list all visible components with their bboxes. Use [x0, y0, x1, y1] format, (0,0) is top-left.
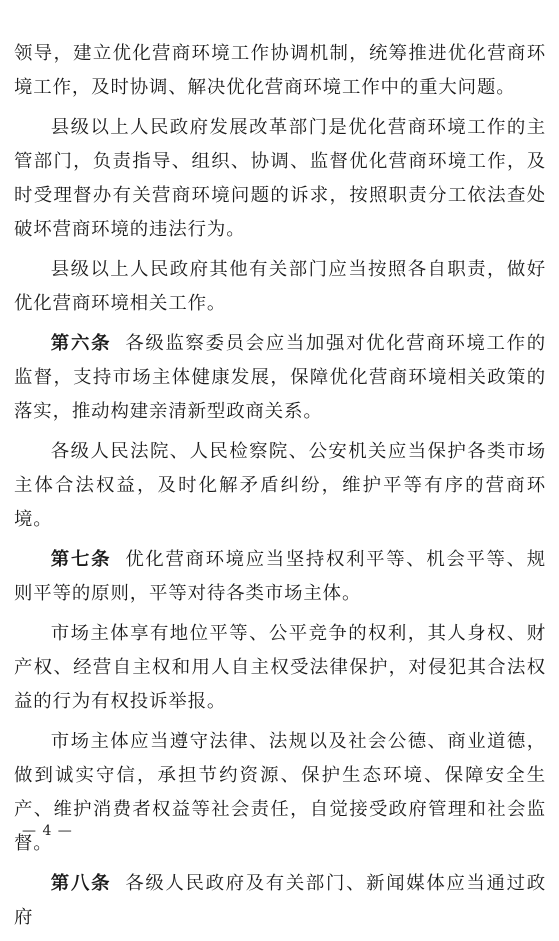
- paragraph-text: 各级人民政府及有关部门、新闻媒体应当通过政府: [14, 873, 546, 928]
- page-number: — 4 —: [22, 823, 73, 839]
- paragraph: [14, 617, 546, 719]
- paragraph: [14, 435, 546, 537]
- paragraph-text: 优化营商环境应当坚持权利平等、机会平等、规则平等的原则，平等对待各类市场主体。: [14, 549, 546, 604]
- paragraph-text: 县级以上人民政府发展改革部门是优化营商环境工作的主管部门，负责指导、组织、协调、监督优化营商环境工作，及时受理督办有关营商环境问题的诉求，按照职责分工依法查处破坏营商环境的违法行为。: [14, 117, 546, 240]
- paragraph: [14, 725, 546, 861]
- paragraph: [14, 111, 546, 247]
- paragraph-text: 各级监察委员会应当加强对优化营商环境工作的监督，支持市场主体健康发展，保障优化营商环境相关政策的落实，推动构建亲清新型政商关系。: [14, 333, 546, 422]
- paragraph: [14, 253, 546, 321]
- paragraph-text: 各级人民法院、人民检察院、公安机关应当保护各类市场主体合法权益，及时化解矛盾纠纷，维护平等有序的营商环境。: [14, 441, 546, 530]
- paragraph-text: 市场主体享有地位平等、公平竞争的权利，其人身权、财产权、经营自主权和用人自主权受法律保护，对侵犯其合法权益的行为有权投诉举报。: [14, 623, 546, 712]
- article-paragraph: [14, 867, 546, 935]
- article-number: 第八条: [50, 873, 112, 894]
- article-paragraph: [14, 327, 546, 429]
- paragraph-text: 领导，建立优化营商环境工作协调机制，统筹推进优化营商环境工作，及时协调、解决优化营商环境工作中的重大问题。: [14, 43, 546, 98]
- document-body: [14, 37, 546, 941]
- article-number: 第七条: [50, 549, 112, 570]
- paragraph-text: 市场主体应当遵守法律、法规以及社会公德、商业道德，做到诚实守信，承担节约资源、保护生态环境、保障安全生产、维护消费者权益等社会责任，自觉接受政府管理和社会监督。: [14, 731, 546, 854]
- article-number: 第六条: [50, 333, 112, 354]
- paragraph-text: 县级以上人民政府其他有关部门应当按照各自职责，做好优化营商环境相关工作。: [14, 259, 546, 314]
- article-paragraph: [14, 543, 546, 611]
- paragraph: [14, 37, 546, 105]
